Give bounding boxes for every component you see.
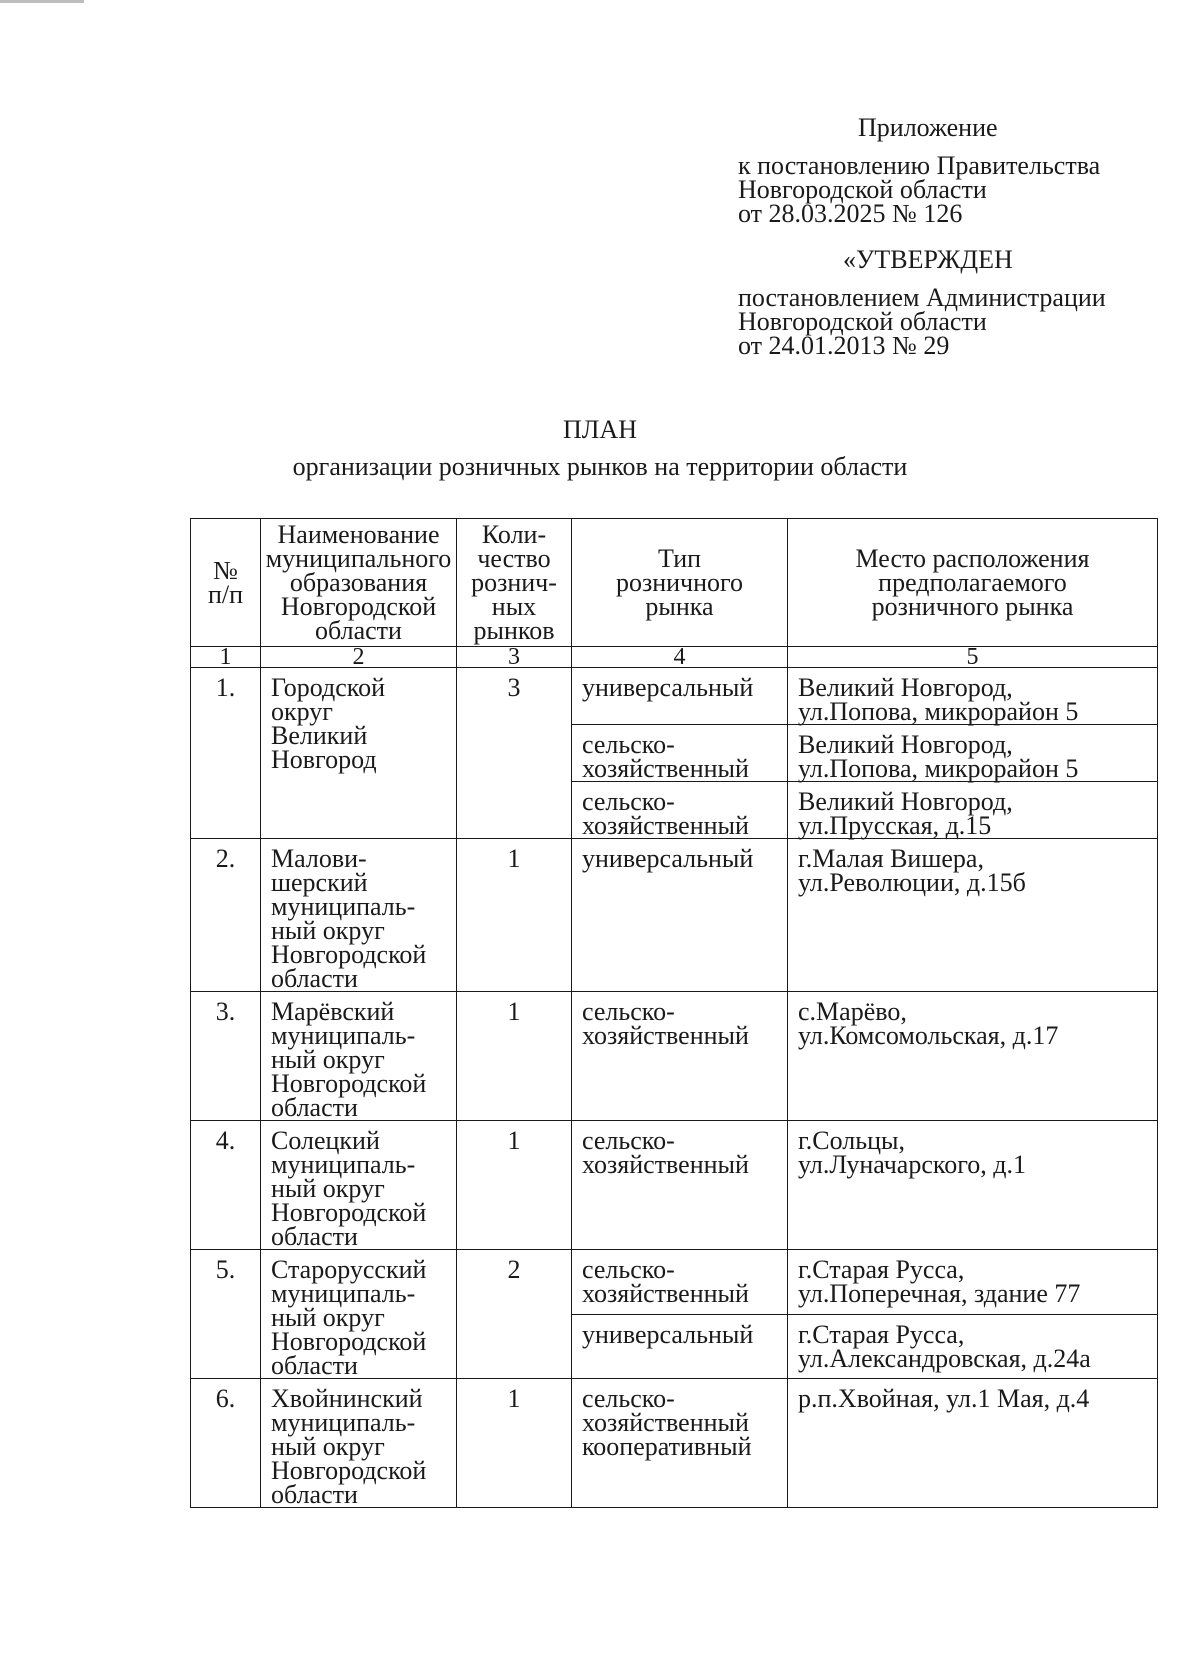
market-location-cell bbox=[788, 782, 1158, 839]
cell-line: хозяйственный bbox=[582, 754, 749, 783]
cell-line: муниципаль- bbox=[271, 1150, 416, 1179]
cell-line: розничного рынка bbox=[871, 591, 1074, 621]
cell-line: округ bbox=[271, 697, 333, 726]
cell-line: Наименование bbox=[277, 519, 440, 549]
cell-line: хозяйственный bbox=[582, 1408, 749, 1437]
cell-line: розничного bbox=[615, 567, 744, 597]
cell-line: г.Малая Вишера, bbox=[798, 844, 984, 873]
cell-line: ул.Поперечная, здание 77 bbox=[798, 1279, 1081, 1308]
cell-line: Великий Новгород, bbox=[798, 673, 1013, 702]
cell-line: ный округ bbox=[271, 1432, 385, 1461]
cell-line: сельско- bbox=[582, 1126, 675, 1155]
cell-line: ул.Комсомольская, д.17 bbox=[798, 1021, 1059, 1050]
cell-line: области bbox=[271, 964, 358, 993]
approved-title: «УТВЕРЖДЕН bbox=[843, 245, 1013, 274]
header-row bbox=[191, 519, 1158, 647]
cell-line: ных bbox=[491, 591, 537, 621]
cell-line: предполагаемого bbox=[878, 567, 1067, 597]
column-number: 1 bbox=[191, 647, 261, 668]
market-count: 1 bbox=[457, 1379, 572, 1508]
cell-line: области bbox=[271, 1093, 358, 1122]
municipality-cell bbox=[261, 1379, 457, 1508]
column-number-row bbox=[191, 647, 1158, 668]
market-location-cell bbox=[788, 839, 1158, 992]
column-number: 2 bbox=[261, 647, 457, 668]
table-row bbox=[191, 1121, 1158, 1250]
cell-line: рынка bbox=[645, 591, 714, 621]
cell-line: Место расположения bbox=[855, 543, 1090, 573]
cell-line: чество bbox=[477, 543, 551, 573]
cell-line: с.Марёво, bbox=[798, 997, 907, 1026]
market-type-cell bbox=[572, 782, 788, 839]
market-count: 1 bbox=[457, 839, 572, 992]
cell-line: г.Сольцы, bbox=[798, 1126, 905, 1155]
cell-line: р.п.Хвойная, ул.1 Мая, д.4 bbox=[798, 1384, 1090, 1413]
cell-line: универсальный bbox=[582, 1319, 754, 1349]
municipality-cell bbox=[261, 1121, 457, 1250]
cell-line: Новгородской bbox=[271, 1456, 427, 1485]
cell-line: образования bbox=[289, 567, 428, 597]
cell-line: Малови- bbox=[271, 844, 367, 873]
cell-line: сельско- bbox=[582, 1255, 675, 1284]
cell-line: области bbox=[271, 1222, 358, 1251]
cell-line: сельско- bbox=[582, 1384, 675, 1413]
scan-edge-mark bbox=[0, 0, 84, 3]
cell-line: универсальный bbox=[582, 673, 754, 702]
cell-line: № bbox=[213, 555, 238, 585]
municipality-cell bbox=[261, 992, 457, 1121]
document-subtitle: организации розничных рынков на территории области bbox=[292, 452, 908, 481]
market-count: 3 bbox=[457, 668, 572, 839]
column-number: 4 bbox=[572, 647, 788, 668]
market-location-cell bbox=[788, 668, 1158, 725]
markets-plan-table bbox=[190, 518, 1158, 1508]
table-row bbox=[191, 668, 1158, 725]
cell-line: Солецкий bbox=[271, 1126, 380, 1155]
cell-line: хозяйственный bbox=[582, 811, 749, 840]
table-row bbox=[191, 992, 1158, 1121]
market-location-cell bbox=[788, 1379, 1158, 1508]
cell-line: Хвойнинский bbox=[271, 1384, 423, 1413]
market-location-cell bbox=[788, 725, 1158, 782]
cell-line: хозяйственный bbox=[582, 1021, 749, 1050]
cell-line: Новгородской bbox=[271, 1198, 427, 1227]
market-type-cell bbox=[572, 668, 788, 725]
market-location-cell bbox=[788, 1314, 1158, 1379]
cell-line: Тип bbox=[657, 543, 702, 573]
market-type-cell bbox=[572, 1379, 788, 1508]
cell-line: г.Старая Русса, bbox=[798, 1319, 965, 1349]
cell-line: Новгород bbox=[271, 745, 377, 774]
header-cell-num bbox=[191, 519, 261, 647]
market-count: 1 bbox=[457, 1121, 572, 1250]
appendix-line-3: от 28.03.2025 № 126 bbox=[738, 199, 963, 228]
cell-line: сельско- bbox=[582, 730, 675, 759]
market-location-cell bbox=[788, 1250, 1158, 1315]
market-type-cell bbox=[572, 1314, 788, 1379]
cell-line: ул.Луначарского, д.1 bbox=[798, 1150, 1026, 1179]
approved-line-1: постановлением Администрации bbox=[738, 283, 1106, 312]
cell-line: рознич- bbox=[471, 567, 557, 597]
cell-line: рынков bbox=[473, 615, 555, 645]
cell-line: ул.Попова, микрорайон 5 bbox=[798, 754, 1079, 783]
cell-line: муниципаль- bbox=[271, 1021, 416, 1050]
cell-line: сельско- bbox=[582, 997, 675, 1026]
header-cell-location bbox=[788, 519, 1158, 647]
cell-line: Новгородской bbox=[280, 591, 437, 621]
table-row bbox=[191, 1250, 1158, 1315]
approved-line-3: от 24.01.2013 № 29 bbox=[738, 331, 950, 360]
cell-line: ный округ bbox=[271, 916, 385, 945]
cell-line: Старорусский bbox=[271, 1255, 427, 1284]
market-type-cell bbox=[572, 1121, 788, 1250]
row-number: 6. bbox=[191, 1379, 261, 1508]
row-number: 1. bbox=[191, 668, 261, 839]
market-count: 1 bbox=[457, 992, 572, 1121]
cell-line: универсальный bbox=[582, 844, 754, 873]
cell-line: муниципального bbox=[265, 543, 452, 573]
cell-line: кооперативный bbox=[582, 1432, 752, 1461]
cell-line: ный округ bbox=[271, 1174, 385, 1203]
market-type-cell bbox=[572, 1250, 788, 1315]
cell-line: муниципаль- bbox=[271, 892, 416, 921]
appendix-title: Приложение bbox=[858, 113, 998, 142]
cell-line: ный округ bbox=[271, 1045, 385, 1074]
cell-line: Коли- bbox=[481, 519, 547, 549]
cell-line: муниципаль- bbox=[271, 1279, 416, 1308]
approved-line-2: Новгородской области bbox=[738, 307, 987, 336]
cell-line: хозяйственный bbox=[582, 1279, 749, 1308]
market-location-cell bbox=[788, 1121, 1158, 1250]
cell-line: Новгородской bbox=[271, 940, 427, 969]
cell-line: Великий bbox=[271, 721, 368, 750]
cell-line: Городской bbox=[271, 673, 385, 702]
cell-line: ул.Прусская, д.15 bbox=[798, 811, 992, 840]
cell-line: шерский bbox=[271, 868, 368, 897]
header-cell-count bbox=[457, 519, 572, 647]
market-count: 2 bbox=[457, 1250, 572, 1379]
cell-line: ул.Революции, д.15б bbox=[798, 868, 1026, 897]
header-cell-municipality bbox=[261, 519, 457, 647]
cell-line: Великий Новгород, bbox=[798, 730, 1013, 759]
row-number: 4. bbox=[191, 1121, 261, 1250]
cell-line: муниципаль- bbox=[271, 1408, 416, 1437]
row-number: 2. bbox=[191, 839, 261, 992]
table-row bbox=[191, 839, 1158, 992]
column-number: 3 bbox=[457, 647, 572, 668]
market-location-cell bbox=[788, 992, 1158, 1121]
cell-line: Новгородской bbox=[271, 1069, 427, 1098]
cell-line: г.Старая Русса, bbox=[798, 1255, 965, 1284]
municipality-cell bbox=[261, 1250, 457, 1379]
cell-line: Марёвский bbox=[271, 997, 395, 1026]
cell-line: ул.Александровская, д.24а bbox=[798, 1343, 1091, 1373]
market-type-cell bbox=[572, 839, 788, 992]
cell-line: хозяйственный bbox=[582, 1150, 749, 1179]
market-type-cell bbox=[572, 992, 788, 1121]
row-number: 3. bbox=[191, 992, 261, 1121]
document-title: ПЛАН bbox=[563, 415, 637, 444]
cell-line: ный округ bbox=[271, 1303, 385, 1332]
cell-line: Великий Новгород, bbox=[798, 787, 1013, 816]
cell-line: области bbox=[271, 1351, 358, 1380]
cell-line: области bbox=[271, 1480, 358, 1509]
cell-line: Новгородской bbox=[271, 1327, 427, 1356]
header-cell-type bbox=[572, 519, 788, 647]
appendix-line-1: к постановлению Правительства bbox=[738, 151, 1101, 180]
appendix-line-2: Новгородской области bbox=[738, 175, 987, 204]
municipality-cell bbox=[261, 668, 457, 839]
market-type-cell bbox=[572, 725, 788, 782]
column-number: 5 bbox=[788, 647, 1158, 668]
table-row bbox=[191, 1379, 1158, 1508]
row-number: 5. bbox=[191, 1250, 261, 1379]
cell-line: ул.Попова, микрорайон 5 bbox=[798, 697, 1079, 726]
cell-line: п/п bbox=[207, 579, 244, 609]
cell-line: области bbox=[315, 615, 402, 645]
municipality-cell bbox=[261, 839, 457, 992]
cell-line: сельско- bbox=[582, 787, 675, 816]
